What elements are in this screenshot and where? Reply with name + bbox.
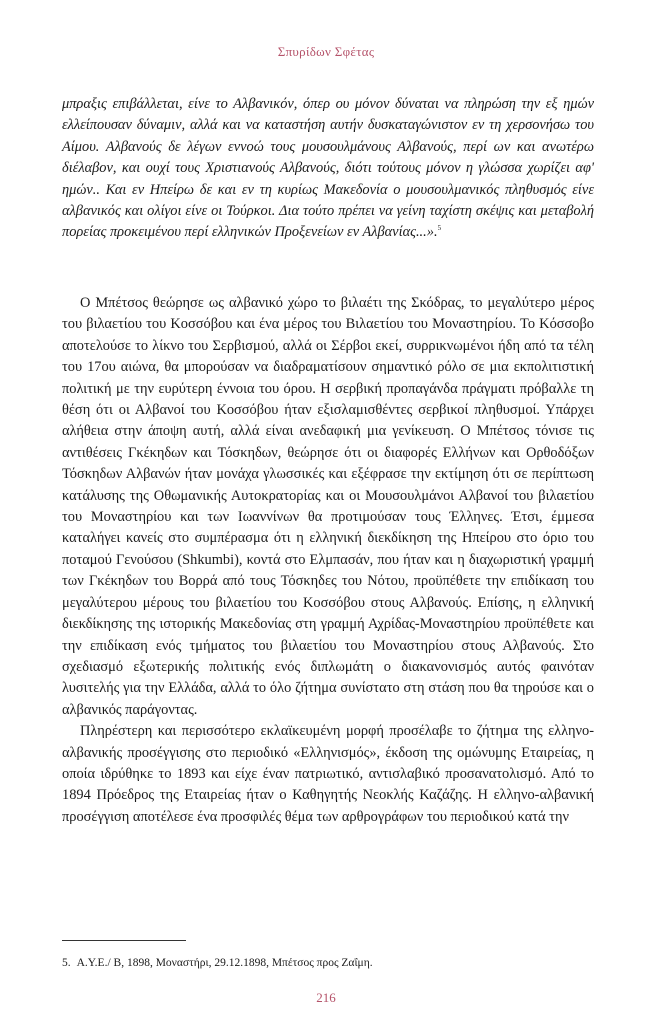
footnote-number: 5. — [62, 957, 71, 969]
footnote-text: Α.Υ.Ε./ Β, 1898, Μοναστήρι, 29.12.1898, Μπέτσος προς Ζαΐμη. — [76, 957, 373, 969]
paragraph-1: Ο Μπέτσος θεώρησε ως αλβανικό χώρο το βιλαέτι της Σκόδρας, το μεγαλύτερο μέρος του βιλαετίου του Κοσσόβου και ένα μέρος του Βιλαετίου του Μοναστηρίου. Το Κόσσοβο αποτελούσε το λίκνο του Σερβισμού, αλλά οι Σέρβοι εκεί, συρρικνωμένοι ήδη από τα τέλη του 17ου αιώνα, θα μπορούσαν να διαδραματίσουν σημαντικό ρόλο σε μια εκπολιτιστική πολιτική με την ευρύτερη έννοια του όρου. Η σερβική προπαγάνδα πράγματι πρόβαλλε τη θέση ότι οι Αλβανοί του Κοσσόβου ήταν εξισλαμισθέντες σερβικοί πληθυσμοί. Υπάρχει αλήθεια στην άποψη αυτή, αλλά είναι ανεδαφική μια γενίκευση. Ο Μπέτσος τόνισε τις αντιθέσεις Γκέκηδων και Τόσκηδων, θεώρησε ότι οι διαφορές Ελλήνων και Ορθοδόξων Τόσκηδων Αλβανών ήταν μονάχα γλωσσικές και εξέφρασε την εκτίμηση ότι σε περίπτωση κατάλυσης της Οθωμανικής Αυτοκρατορίας και οι Μουσουλμάνοι Αλβανοί του βιλαετίου του Μοναστηρίου και των Ιωαννίνων θα προτιμούσαν τους Έλληνες. Έτσι, έμμεσα καταλήγει κανείς στο συμπέρασμα ότι η ελληνική διεκδίκηση της Ηπείρου στο όριο του ποταμού Γενούσου (Shkumbi), κοντά στο Ελμπασάν, που ήταν και η διαχωριστική γραμμή των Γκέκηδων του Βορρά από τους Τόσκηδες του Νότου, προϋπέθετε την επιδίκαση του μεγαλύτερου μέρους του βιλαετίου του Κοσσόβου στους Αλβανούς. Επίσης, η ελληνική διεκδίκησης της ιστορικής Μακεδονίας στη γραμμή Αχρίδας-Μοναστηρίου προϋπέθετε και την επιδίκαση ενός τμήματος του βιλαετίου του Μοναστηρίου στους Αλβανούς. Στο σχεδιασμό εξωτερικής πολιτικής ενός διπλωμάτη ο διακανονισμός αυτός φαινόταν λυσιτελής για την Ελλάδα, αλλά το όλο ζήτημα συνίστατο στη στάση που θα τηρούσε και ο αλβανικός παράγοντας. — [62, 295, 594, 718]
footnote — [62, 955, 594, 971]
footnote-reference[interactable]: 5 — [437, 224, 442, 233]
running-head: Σπυρίδων Σφέτας — [277, 44, 375, 59]
body-text — [62, 293, 594, 828]
footnote-divider — [62, 940, 186, 941]
paragraph-2: Πληρέστερη και περισσότερο εκλαϊκευμένη μορφή προσέλαβε το ζήτημα της ελληνο-αλβανικής προσέγγισης στο περιοδικό «Ελληνισμός», έκδοση της ομώνυμης Εταιρείας, η οποία ιδρύθηκε το 1893 και είχε έναν πατριωτικό, αντισλαβικό προσανατολισμό. Από το 1894 Πρόεδρος της Εταιρείας ήταν ο Καθηγητής Νεοκλής Καζάζης. Η ελληνο-αλβανική προσέγγιση αποτέλεσε ένα προσφιλές θέμα των αρθρογράφων του περιοδικού κατά την — [62, 723, 594, 825]
page-number: 216 — [316, 990, 336, 1005]
block-quote-text: μπραξις επιβάλλεται, είνε το Αλβανικόν, όπερ ου μόνον δύναται να πληρώση την εξ ημών ελλείπουσαν δύναμιν, αλλά και να καταστήση αυτήν δυσκαταγώνιστον εν τη χερσονήσω του Αίμου. Αλβανούς δε λέγων εννοώ τους μουσουλμάνους Αλβανούς, περί ων και ανωτέρω διέλαβον, και ουχί τους Χριστιανούς Αλβανούς, διότι τούτους μόνον η γλώσσα χωρίζει αφ' ημών.. Και εν Ηπείρω δε και εν τη κυρίως Μακεδονία ο μουσουλμανικός πληθυσμός είνε αλβανικός και ολίγοι είνε οι Τούρκοι. Δια τούτο πρέπει να γείνη ταχίστη σκέψις και μεταβολή πορείας προκειμένου περί ελληνικών Προξενείων εν Αλβανίας...». — [62, 96, 594, 241]
block-quote — [62, 94, 594, 244]
